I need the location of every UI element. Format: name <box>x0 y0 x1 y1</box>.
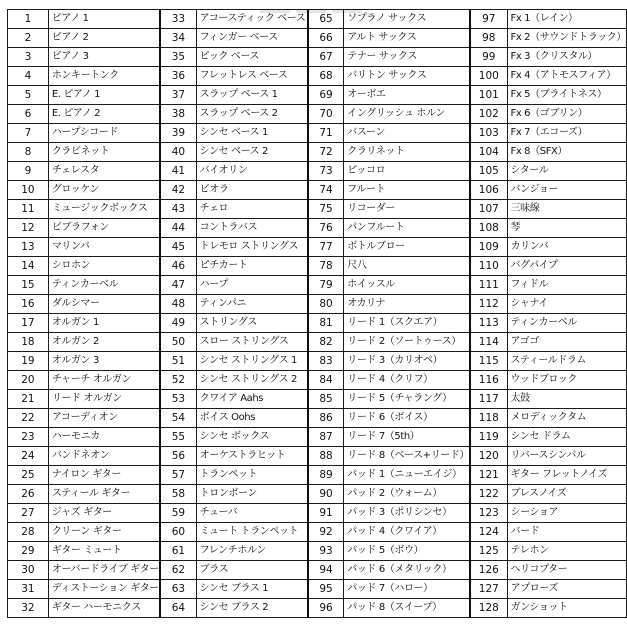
instrument-name: ボトルブロー <box>344 238 470 257</box>
instrument-name: シンセ ベース 1 <box>196 124 308 143</box>
program-number: 127 <box>470 580 507 599</box>
program-number: 3 <box>8 48 49 67</box>
instrument-name: バイオリン <box>196 162 308 181</box>
program-number: 11 <box>8 200 49 219</box>
table-row <box>8 86 627 105</box>
instrument-name: チェロ <box>196 200 308 219</box>
program-number: 81 <box>308 314 344 333</box>
program-number: 122 <box>470 485 507 504</box>
table-row <box>8 105 627 124</box>
program-number: 61 <box>160 542 196 561</box>
instrument-name: フィドル <box>507 276 626 295</box>
instrument-name: ホイッスル <box>344 276 470 295</box>
instrument-name: シンセ ブラス 2 <box>196 599 308 618</box>
program-number: 16 <box>8 295 49 314</box>
instrument-name: アプローズ <box>507 580 626 599</box>
table-row <box>8 599 627 618</box>
instrument-name: バンジョー <box>507 181 626 200</box>
instrument-name: スロー ストリングス <box>196 333 308 352</box>
table-row <box>8 466 627 485</box>
program-number: 31 <box>8 580 49 599</box>
instrument-name: ピチカート <box>196 257 308 276</box>
instrument-name: チューバ <box>196 504 308 523</box>
table-row <box>8 48 627 67</box>
program-number: 6 <box>8 105 49 124</box>
program-number: 36 <box>160 67 196 86</box>
program-number: 33 <box>160 10 196 29</box>
program-number: 118 <box>470 409 507 428</box>
program-number: 41 <box>160 162 196 181</box>
program-number: 37 <box>160 86 196 105</box>
program-number: 20 <box>8 371 49 390</box>
program-number: 113 <box>470 314 507 333</box>
table-row <box>8 409 627 428</box>
program-number: 115 <box>470 352 507 371</box>
program-number: 80 <box>308 295 344 314</box>
program-number: 82 <box>308 333 344 352</box>
instrument-name: シンセ ドラム <box>507 428 626 447</box>
program-number: 99 <box>470 48 507 67</box>
program-number: 17 <box>8 314 49 333</box>
instrument-name: ハープシコード <box>48 124 160 143</box>
gm-instrument-table <box>7 9 627 618</box>
program-number: 38 <box>160 105 196 124</box>
instrument-name: チェレスタ <box>48 162 160 181</box>
instrument-name: オーボエ <box>344 86 470 105</box>
program-number: 48 <box>160 295 196 314</box>
instrument-name: シンセ ベース 2 <box>196 143 308 162</box>
table-row <box>8 352 627 371</box>
instrument-name: テナー サックス <box>344 48 470 67</box>
table-row <box>8 295 627 314</box>
program-number: 32 <box>8 599 49 618</box>
instrument-name: イングリッシュ ホルン <box>344 105 470 124</box>
program-number: 104 <box>470 143 507 162</box>
instrument-name: ブラス <box>196 561 308 580</box>
instrument-name: バスーン <box>344 124 470 143</box>
instrument-name: ジャズ ギター <box>48 504 160 523</box>
program-number: 67 <box>308 48 344 67</box>
program-number: 46 <box>160 257 196 276</box>
program-number: 71 <box>308 124 344 143</box>
instrument-name: オルガン 2 <box>48 333 160 352</box>
instrument-name: オーケストラヒット <box>196 447 308 466</box>
table-row <box>8 314 627 333</box>
program-number: 87 <box>308 428 344 447</box>
instrument-name: ハーモニカ <box>48 428 160 447</box>
instrument-name: バグパイプ <box>507 257 626 276</box>
program-number: 63 <box>160 580 196 599</box>
instrument-name: ビオラ <box>196 181 308 200</box>
instrument-name: パッド 6（メタリック） <box>344 561 470 580</box>
table-row <box>8 447 627 466</box>
instrument-name: Fx 4（アトモスフィア） <box>507 67 626 86</box>
instrument-name: リバースシンバル <box>507 447 626 466</box>
program-number: 123 <box>470 504 507 523</box>
instrument-name: アコーディオン <box>48 409 160 428</box>
instrument-name: フィンガー ベース <box>196 29 308 48</box>
instrument-name: ボイス Oohs <box>196 409 308 428</box>
program-number: 109 <box>470 238 507 257</box>
instrument-name: Fx 3（クリスタル） <box>507 48 626 67</box>
instrument-name: パッド 3（ポリシンセ） <box>344 504 470 523</box>
instrument-name: Fx 8（SFX） <box>507 143 626 162</box>
instrument-name: シンセ ストリングス 2 <box>196 371 308 390</box>
table-row <box>8 428 627 447</box>
instrument-name: シンセ ストリングス 1 <box>196 352 308 371</box>
program-number: 23 <box>8 428 49 447</box>
program-number: 13 <box>8 238 49 257</box>
instrument-name: スティールドラム <box>507 352 626 371</box>
instrument-name: クラリネット <box>344 143 470 162</box>
table-row <box>8 124 627 143</box>
program-number: 30 <box>8 561 49 580</box>
program-number: 19 <box>8 352 49 371</box>
instrument-name: ティンカーベル <box>507 314 626 333</box>
instrument-name: シタール <box>507 162 626 181</box>
table-row <box>8 200 627 219</box>
instrument-name: リード 5（チャラング） <box>344 390 470 409</box>
program-number: 105 <box>470 162 507 181</box>
instrument-name: リコーダー <box>344 200 470 219</box>
program-number: 43 <box>160 200 196 219</box>
instrument-name: メロディックタム <box>507 409 626 428</box>
program-number: 84 <box>308 371 344 390</box>
program-number: 24 <box>8 447 49 466</box>
program-number: 91 <box>308 504 344 523</box>
instrument-name: マリンバ <box>48 238 160 257</box>
instrument-name: ディストーション ギター <box>48 580 160 599</box>
program-number: 29 <box>8 542 49 561</box>
instrument-name: アゴゴ <box>507 333 626 352</box>
program-number: 119 <box>470 428 507 447</box>
table-row <box>8 485 627 504</box>
program-number: 22 <box>8 409 49 428</box>
table-row <box>8 219 627 238</box>
program-number: 100 <box>470 67 507 86</box>
program-number: 73 <box>308 162 344 181</box>
instrument-name: リード 8（ベース+リード） <box>344 447 470 466</box>
instrument-name: ダルシマー <box>48 295 160 314</box>
instrument-name: トレモロ ストリングス <box>196 238 308 257</box>
instrument-name: ピアノ 3 <box>48 48 160 67</box>
program-number: 62 <box>160 561 196 580</box>
instrument-name: 琴 <box>507 219 626 238</box>
instrument-name: ピアノ 1 <box>48 10 160 29</box>
instrument-name: バード <box>507 523 626 542</box>
instrument-name: テレホン <box>507 542 626 561</box>
instrument-name: チャーチ オルガン <box>48 371 160 390</box>
instrument-name: ホンキートンク <box>48 67 160 86</box>
program-number: 45 <box>160 238 196 257</box>
instrument-name: バンドネオン <box>48 447 160 466</box>
program-number: 110 <box>470 257 507 276</box>
instrument-name: トロンボーン <box>196 485 308 504</box>
program-number: 21 <box>8 390 49 409</box>
program-number: 14 <box>8 257 49 276</box>
table-row <box>8 238 627 257</box>
program-number: 7 <box>8 124 49 143</box>
instrument-name: パンフルート <box>344 219 470 238</box>
program-number: 50 <box>160 333 196 352</box>
program-number: 8 <box>8 143 49 162</box>
program-number: 98 <box>470 29 507 48</box>
table-row <box>8 523 627 542</box>
instrument-name: パッド 1（ニューエイジ） <box>344 466 470 485</box>
instrument-name: ピック ベース <box>196 48 308 67</box>
instrument-name: スラップ ベース 1 <box>196 86 308 105</box>
instrument-name: ビブラフォン <box>48 219 160 238</box>
program-number: 97 <box>470 10 507 29</box>
program-number: 39 <box>160 124 196 143</box>
instrument-name: トランペット <box>196 466 308 485</box>
instrument-name: オーバードライブ ギター <box>48 561 160 580</box>
program-number: 108 <box>470 219 507 238</box>
table-row <box>8 580 627 599</box>
instrument-name: リード 4（クリフ） <box>344 371 470 390</box>
instrument-name: シンセ ボックス <box>196 428 308 447</box>
instrument-name: フレンチホルン <box>196 542 308 561</box>
instrument-name: シーショア <box>507 504 626 523</box>
instrument-name: Fx 2（サウンドトラック） <box>507 29 626 48</box>
program-number: 92 <box>308 523 344 542</box>
instrument-name: ピアノ 2 <box>48 29 160 48</box>
table-row <box>8 257 627 276</box>
instrument-name: リード 2（ソートゥース） <box>344 333 470 352</box>
program-number: 9 <box>8 162 49 181</box>
program-number: 128 <box>470 599 507 618</box>
instrument-name: バリトン サックス <box>344 67 470 86</box>
table-row <box>8 10 627 29</box>
program-number: 12 <box>8 219 49 238</box>
program-number: 126 <box>470 561 507 580</box>
program-number: 78 <box>308 257 344 276</box>
instrument-name: コントラバス <box>196 219 308 238</box>
program-number: 121 <box>470 466 507 485</box>
program-number: 90 <box>308 485 344 504</box>
program-number: 79 <box>308 276 344 295</box>
instrument-name: 尺八 <box>344 257 470 276</box>
instrument-name: パッド 5（ボウ） <box>344 542 470 561</box>
program-number: 10 <box>8 181 49 200</box>
program-number: 77 <box>308 238 344 257</box>
program-number: 42 <box>160 181 196 200</box>
program-number: 76 <box>308 219 344 238</box>
instrument-name: パッド 8（スイープ） <box>344 599 470 618</box>
program-number: 120 <box>470 447 507 466</box>
program-number: 112 <box>470 295 507 314</box>
table-row <box>8 276 627 295</box>
program-number: 28 <box>8 523 49 542</box>
table-row <box>8 162 627 181</box>
instrument-name: 太鼓 <box>507 390 626 409</box>
program-number: 114 <box>470 333 507 352</box>
program-number: 101 <box>470 86 507 105</box>
program-number: 96 <box>308 599 344 618</box>
instrument-name: リード 1（スクエア） <box>344 314 470 333</box>
instrument-name: ミュージックボックス <box>48 200 160 219</box>
program-number: 54 <box>160 409 196 428</box>
instrument-name: ピッコロ <box>344 162 470 181</box>
program-number: 117 <box>470 390 507 409</box>
program-number: 70 <box>308 105 344 124</box>
instrument-name: オルガン 3 <box>48 352 160 371</box>
program-number: 111 <box>470 276 507 295</box>
top-edge-strip <box>260 0 380 4</box>
instrument-name: グロッケン <box>48 181 160 200</box>
table-row <box>8 371 627 390</box>
instrument-name: ギター ハーモニクス <box>48 599 160 618</box>
instrument-name: アルト サックス <box>344 29 470 48</box>
instrument-name: シロホン <box>48 257 160 276</box>
instrument-name: ブレスノイズ <box>507 485 626 504</box>
instrument-name: フルート <box>344 181 470 200</box>
program-number: 49 <box>160 314 196 333</box>
program-number: 55 <box>160 428 196 447</box>
program-number: 66 <box>308 29 344 48</box>
instrument-name: ナイロン ギター <box>48 466 160 485</box>
program-number: 5 <box>8 86 49 105</box>
program-number: 75 <box>308 200 344 219</box>
program-number: 72 <box>308 143 344 162</box>
instrument-name: ヘリコプター <box>507 561 626 580</box>
program-number: 64 <box>160 599 196 618</box>
instrument-name: ガンショット <box>507 599 626 618</box>
instrument-name: クワイア Aahs <box>196 390 308 409</box>
program-number: 51 <box>160 352 196 371</box>
program-number: 47 <box>160 276 196 295</box>
program-number: 89 <box>308 466 344 485</box>
program-number: 88 <box>308 447 344 466</box>
table-row <box>8 561 627 580</box>
table-row <box>8 504 627 523</box>
program-number: 125 <box>470 542 507 561</box>
instrument-name: フレットレス ベース <box>196 67 308 86</box>
instrument-name: リード 6（ボイス） <box>344 409 470 428</box>
instrument-name: 三味線 <box>507 200 626 219</box>
program-number: 69 <box>308 86 344 105</box>
program-number: 18 <box>8 333 49 352</box>
program-number: 40 <box>160 143 196 162</box>
instrument-sheet <box>7 9 627 618</box>
instrument-name: リード オルガン <box>48 390 160 409</box>
program-number: 53 <box>160 390 196 409</box>
instrument-name: Fx 6（ゴブリン） <box>507 105 626 124</box>
program-number: 93 <box>308 542 344 561</box>
instrument-name: E. ピアノ 2 <box>48 105 160 124</box>
instrument-name: カリンバ <box>507 238 626 257</box>
program-number: 85 <box>308 390 344 409</box>
instrument-name: Fx 1（レイン） <box>507 10 626 29</box>
program-number: 74 <box>308 181 344 200</box>
instrument-name: ウッドブロック <box>507 371 626 390</box>
program-number: 34 <box>160 29 196 48</box>
program-number: 59 <box>160 504 196 523</box>
instrument-name: Fx 5（ブライトネス） <box>507 86 626 105</box>
table-row <box>8 143 627 162</box>
program-number: 83 <box>308 352 344 371</box>
instrument-name: クラビネット <box>48 143 160 162</box>
instrument-name: アコースティック ベース <box>196 10 308 29</box>
table-body <box>8 10 627 618</box>
program-number: 4 <box>8 67 49 86</box>
program-number: 15 <box>8 276 49 295</box>
instrument-name: クリーン ギター <box>48 523 160 542</box>
instrument-name: ミュート トランペット <box>196 523 308 542</box>
program-number: 2 <box>8 29 49 48</box>
instrument-name: Fx 7（エコーズ） <box>507 124 626 143</box>
instrument-name: オカリナ <box>344 295 470 314</box>
instrument-name: E. ピアノ 1 <box>48 86 160 105</box>
program-number: 56 <box>160 447 196 466</box>
instrument-name: オルガン 1 <box>48 314 160 333</box>
program-number: 106 <box>470 181 507 200</box>
instrument-name: ギター ミュート <box>48 542 160 561</box>
instrument-name: パッド 2（ウォーム） <box>344 485 470 504</box>
program-number: 95 <box>308 580 344 599</box>
program-number: 116 <box>470 371 507 390</box>
program-number: 124 <box>470 523 507 542</box>
program-number: 27 <box>8 504 49 523</box>
instrument-name: ティンカーベル <box>48 276 160 295</box>
instrument-name: ギター フレットノイズ <box>507 466 626 485</box>
instrument-name: ストリングス <box>196 314 308 333</box>
instrument-name: スラップ ベース 2 <box>196 105 308 124</box>
instrument-name: シャナイ <box>507 295 626 314</box>
program-number: 58 <box>160 485 196 504</box>
program-number: 44 <box>160 219 196 238</box>
program-number: 102 <box>470 105 507 124</box>
instrument-name: シンセ ブラス 1 <box>196 580 308 599</box>
table-row <box>8 29 627 48</box>
program-number: 35 <box>160 48 196 67</box>
instrument-name: リード 3（カリオペ） <box>344 352 470 371</box>
instrument-name: パッド 4（クワイア） <box>344 523 470 542</box>
instrument-name: リード 7（5th） <box>344 428 470 447</box>
program-number: 1 <box>8 10 49 29</box>
program-number: 57 <box>160 466 196 485</box>
table-row <box>8 542 627 561</box>
program-number: 86 <box>308 409 344 428</box>
program-number: 65 <box>308 10 344 29</box>
program-number: 25 <box>8 466 49 485</box>
instrument-name: ティンパニ <box>196 295 308 314</box>
table-row <box>8 390 627 409</box>
program-number: 94 <box>308 561 344 580</box>
table-row <box>8 333 627 352</box>
program-number: 60 <box>160 523 196 542</box>
program-number: 68 <box>308 67 344 86</box>
table-row <box>8 181 627 200</box>
program-number: 107 <box>470 200 507 219</box>
instrument-name: ハープ <box>196 276 308 295</box>
program-number: 52 <box>160 371 196 390</box>
program-number: 103 <box>470 124 507 143</box>
table-row <box>8 67 627 86</box>
instrument-name: パッド 7（ハロー） <box>344 580 470 599</box>
program-number: 26 <box>8 485 49 504</box>
instrument-name: スティール ギター <box>48 485 160 504</box>
instrument-name: ソプラノ サックス <box>344 10 470 29</box>
